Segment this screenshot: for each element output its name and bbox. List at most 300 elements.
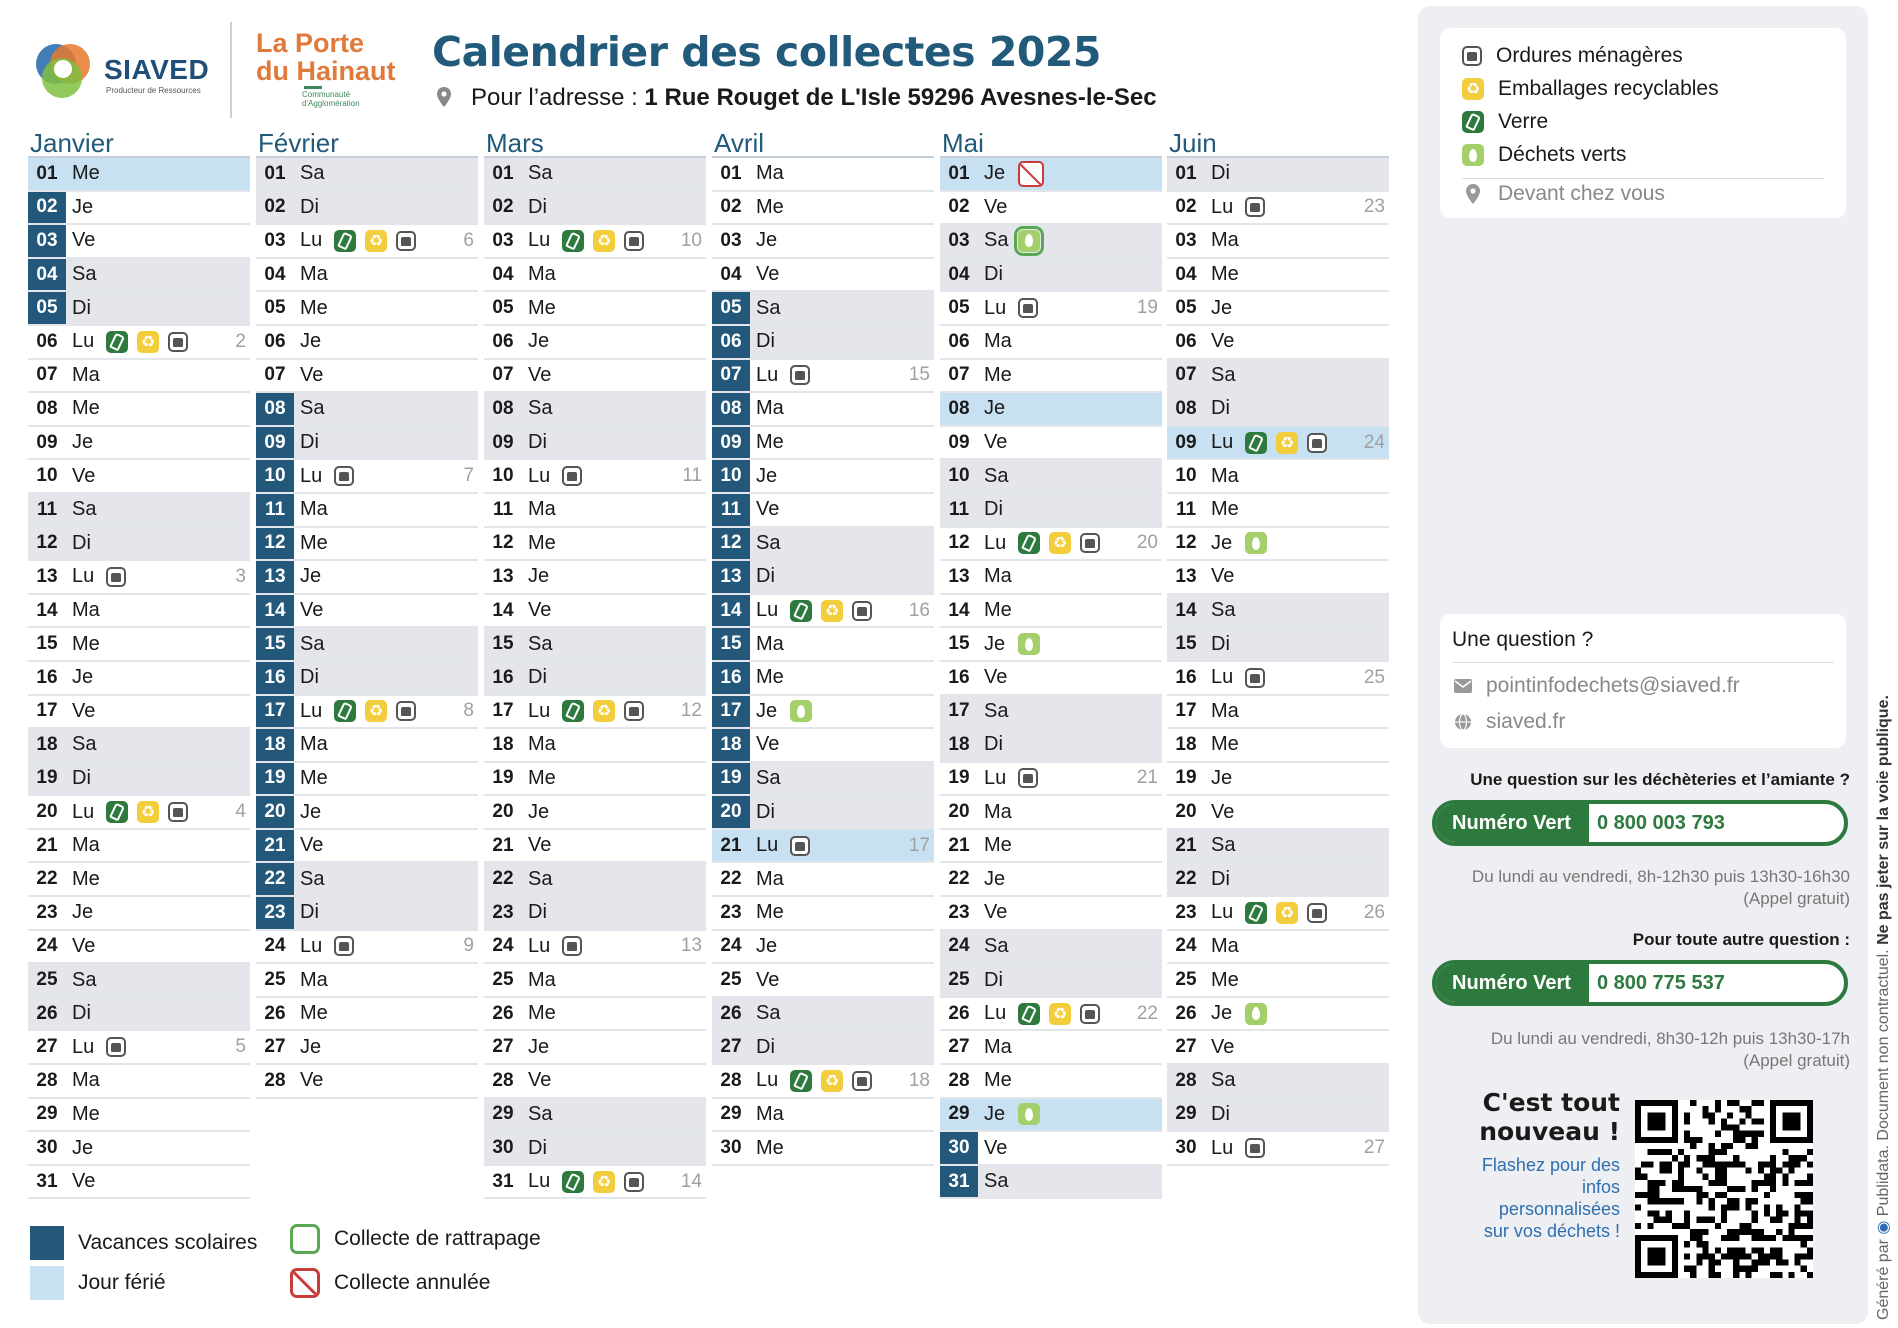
week-number: 25 (1363, 666, 1385, 688)
day-name: Sa (528, 397, 553, 420)
day-row (484, 360, 706, 394)
day-name: Sa (756, 296, 781, 319)
week-number: 9 (463, 935, 474, 957)
logo-separator (230, 22, 232, 118)
day-number: 01 (264, 162, 286, 184)
day-row (940, 292, 1162, 326)
day-row (256, 1065, 478, 1099)
day-row (256, 1031, 478, 1065)
day-name: Lu (984, 296, 1007, 319)
day-row (1167, 1099, 1389, 1133)
day-name: Ma (72, 1069, 100, 1092)
day-number: 29 (720, 1103, 742, 1125)
day-row (940, 830, 1162, 864)
day-row (28, 763, 250, 797)
week-number: 14 (680, 1170, 702, 1192)
contact-email[interactable]: pointinfodechets@siaved.fr (1486, 674, 1740, 697)
day-row (256, 292, 478, 326)
day-row (256, 494, 478, 528)
collection-icons (1245, 1138, 1265, 1158)
recycling-icon (593, 1171, 615, 1193)
contact-email-row[interactable] (1454, 674, 1740, 698)
day-name: Me (72, 632, 100, 655)
day-row (1167, 1065, 1389, 1099)
collection-icons (334, 700, 416, 722)
day-number: 06 (492, 330, 514, 352)
day-row (712, 225, 934, 259)
day-number: 24 (948, 935, 970, 957)
day-name: Ma (1211, 229, 1239, 252)
day-number: 28 (720, 1069, 742, 1091)
day-number: 23 (720, 901, 742, 923)
ordures-icon (396, 231, 416, 251)
day-name: Je (72, 666, 94, 689)
day-number: 10 (256, 460, 294, 492)
location-pin-icon (437, 87, 451, 107)
day-number: 31 (492, 1170, 514, 1192)
legend-vacances-label: Vacances scolaires (78, 1231, 258, 1254)
day-number: 18 (492, 733, 514, 755)
day-name: Me (756, 431, 784, 454)
numero-vert-1-label: Numéro Vert (1436, 804, 1589, 842)
day-name: Sa (756, 766, 781, 789)
day-row (28, 158, 250, 192)
qr-code[interactable] (1635, 1100, 1813, 1278)
day-row (256, 897, 478, 931)
legend-ferie-label: Jour férié (78, 1271, 166, 1294)
collection-icons (1018, 1003, 1100, 1025)
day-row (484, 292, 706, 326)
recycling-icon (593, 230, 615, 252)
day-name: Di (1211, 867, 1230, 890)
hours-2-line1: Du lundi au vendredi, 8h30-12h puis 13h30-17h (1490, 1029, 1850, 1048)
day-row (712, 998, 934, 1032)
mail-icon (1454, 679, 1472, 693)
day-row (484, 863, 706, 897)
day-number: 12 (1175, 532, 1197, 554)
day-row (484, 393, 706, 427)
day-name: Je (756, 229, 778, 252)
day-number: 16 (712, 662, 750, 694)
day-name: Ve (984, 195, 1008, 218)
legend-dechets-verts (1462, 143, 1626, 167)
collection-icons (562, 230, 644, 252)
day-name: Ve (756, 733, 780, 756)
hours-1-line2: (Appel gratuit) (1743, 889, 1850, 908)
day-row (940, 158, 1162, 192)
week-number: 6 (463, 229, 474, 251)
ordures-icon (790, 836, 810, 856)
day-name: Me (300, 296, 328, 319)
day-row (712, 662, 934, 696)
day-name: Me (756, 666, 784, 689)
month-name: Mars (484, 128, 706, 158)
ordures-icon (562, 936, 582, 956)
day-number: 14 (492, 599, 514, 621)
day-number: 14 (1175, 599, 1197, 621)
page-title: Calendrier des collectes 2025 (432, 28, 1101, 76)
day-name: Ma (528, 263, 556, 286)
day-number: 09 (36, 431, 58, 453)
day-number: 13 (256, 561, 294, 593)
day-row (712, 863, 934, 897)
glass-bottle-icon (1245, 902, 1267, 924)
day-number: 08 (1175, 397, 1197, 419)
day-row (28, 964, 250, 998)
day-number: 22 (720, 868, 742, 890)
day-number: 30 (1175, 1137, 1197, 1159)
day-row (256, 561, 478, 595)
collection-icons (790, 836, 810, 856)
day-name: Lu (528, 229, 551, 252)
day-row (256, 729, 478, 763)
day-row (484, 1099, 706, 1133)
day-name: Ma (300, 498, 328, 521)
day-number: 21 (256, 830, 294, 862)
ordures-icon (1462, 46, 1482, 66)
day-row (712, 796, 934, 830)
day-name: Me (1211, 263, 1239, 286)
day-name: Sa (1211, 363, 1236, 386)
day-number: 02 (948, 196, 970, 218)
day-name: Sa (756, 1002, 781, 1025)
day-row (28, 897, 250, 931)
day-number: 03 (1175, 229, 1197, 251)
collection-icons (1018, 230, 1040, 252)
day-number: 25 (1175, 969, 1197, 991)
day-name: Di (756, 565, 775, 588)
leaf-icon (1462, 144, 1484, 166)
week-number: 18 (908, 1069, 930, 1091)
day-number: 16 (492, 666, 514, 688)
week-number: 24 (1363, 431, 1385, 453)
contact-site-row[interactable] (1454, 710, 1565, 734)
day-number: 24 (1175, 935, 1197, 957)
day-name: Me (528, 766, 556, 789)
day-number: 05 (492, 297, 514, 319)
day-row (712, 1065, 934, 1099)
day-number: 25 (948, 969, 970, 991)
collection-icons (334, 230, 416, 252)
ordures-icon (168, 332, 188, 352)
day-row (484, 427, 706, 461)
day-number: 15 (492, 633, 514, 655)
day-name: Me (528, 1002, 556, 1025)
day-name: Ma (756, 1102, 784, 1125)
day-name: Je (300, 800, 322, 823)
address-line (437, 84, 1157, 112)
collection-icons (334, 466, 354, 486)
glass-bottle-icon (1462, 111, 1484, 133)
legend-ferie (30, 1266, 166, 1300)
contact-site[interactable]: siaved.fr (1486, 710, 1566, 733)
day-name: Ve (1211, 800, 1235, 823)
day-number: 21 (36, 834, 58, 856)
day-number: 04 (1175, 263, 1197, 285)
day-number: 10 (948, 465, 970, 487)
day-number: 06 (36, 330, 58, 352)
day-number: 28 (948, 1069, 970, 1091)
numero-vert-1-number[interactable]: 0 800 003 793 (1596, 811, 1725, 834)
day-name: Ve (984, 1136, 1008, 1159)
flash-line4: sur vos déchets ! (1483, 1221, 1620, 1241)
numero-vert-2-number[interactable]: 0 800 775 537 (1596, 971, 1725, 994)
day-name: Je (984, 867, 1006, 890)
day-row (940, 1166, 1162, 1200)
day-name: Lu (72, 800, 95, 823)
hainaut-logo (256, 28, 416, 114)
new-feature-line1: C'est tout (1482, 1088, 1620, 1117)
month-name: Juin (1167, 128, 1389, 158)
day-row (1167, 1031, 1389, 1065)
day-number: 03 (28, 225, 66, 257)
day-row (484, 1065, 706, 1099)
day-number: 04 (948, 263, 970, 285)
day-name: Ma (300, 968, 328, 991)
recycling-icon (137, 801, 159, 823)
day-number: 22 (36, 868, 58, 890)
day-name: Ve (1211, 565, 1235, 588)
day-row (940, 729, 1162, 763)
day-number: 07 (1175, 364, 1197, 386)
day-name: Di (300, 431, 319, 454)
day-row (28, 662, 250, 696)
day-name: Di (984, 498, 1003, 521)
day-name: Ve (300, 363, 324, 386)
day-row (940, 662, 1162, 696)
hours-2 (1491, 1028, 1850, 1072)
day-row (484, 1031, 706, 1065)
day-number: 28 (1175, 1069, 1197, 1091)
hours-2-line2: (Appel gratuit) (1743, 1051, 1850, 1070)
day-name: Ma (756, 397, 784, 420)
day-name: Me (1211, 733, 1239, 756)
month-column (940, 128, 1162, 1199)
day-name: Je (528, 330, 550, 353)
day-number: 27 (492, 1036, 514, 1058)
day-row (712, 427, 934, 461)
day-name: Je (72, 195, 94, 218)
day-name: Me (756, 901, 784, 924)
ordures-icon (1245, 197, 1265, 217)
day-row (484, 763, 706, 797)
day-row (940, 460, 1162, 494)
day-row (940, 1132, 1162, 1166)
legend-rattrapage (290, 1224, 541, 1254)
day-row (256, 863, 478, 897)
day-name: Sa (72, 498, 97, 521)
day-name: Sa (72, 968, 97, 991)
day-number: 10 (1175, 465, 1197, 487)
day-name: Di (1211, 1102, 1230, 1125)
day-row (940, 1099, 1162, 1133)
day-name: Di (984, 263, 1003, 286)
day-number: 11 (948, 498, 970, 520)
day-row (712, 1132, 934, 1166)
day-number: 14 (36, 599, 58, 621)
day-name: Di (528, 431, 547, 454)
day-name: Je (984, 632, 1006, 655)
day-number: 23 (256, 897, 294, 929)
ordures-icon (396, 701, 416, 721)
day-name: Me (300, 1002, 328, 1025)
day-name: Ma (300, 733, 328, 756)
collection-icons (790, 365, 810, 385)
week-number: 3 (235, 565, 246, 587)
day-name: Ve (72, 934, 96, 957)
day-name: Ma (756, 867, 784, 890)
day-row (940, 360, 1162, 394)
day-row (28, 1031, 250, 1065)
week-number: 21 (1136, 767, 1158, 789)
day-number: 05 (1175, 297, 1197, 319)
annulee-icon (290, 1268, 320, 1298)
day-row (1167, 326, 1389, 360)
week-number: 2 (235, 330, 246, 352)
day-number: 02 (264, 196, 286, 218)
leaf-icon (1245, 1003, 1267, 1025)
month-column (256, 128, 478, 1099)
flash-line2: infos (1581, 1177, 1620, 1197)
glass-bottle-icon (334, 230, 356, 252)
day-number: 05 (264, 297, 286, 319)
day-name: Lu (1211, 901, 1234, 924)
ferie-swatch (30, 1266, 64, 1300)
day-row (28, 931, 250, 965)
day-name: Ve (528, 599, 552, 622)
legend-ordures-label: Ordures ménagères (1496, 44, 1683, 67)
day-name: Di (756, 800, 775, 823)
ordures-icon (624, 1172, 644, 1192)
day-number: 21 (1175, 834, 1197, 856)
day-number: 11 (36, 498, 58, 520)
day-name: Lu (528, 934, 551, 957)
day-row (484, 192, 706, 226)
day-row (28, 696, 250, 730)
day-name: Je (984, 397, 1006, 420)
recycling-icon (365, 700, 387, 722)
day-row (940, 628, 1162, 662)
day-row (484, 494, 706, 528)
day-name: Sa (1211, 599, 1236, 622)
day-name: Ve (300, 834, 324, 857)
numero-vert-2[interactable] (1432, 960, 1848, 1006)
day-row (1167, 964, 1389, 998)
numero-vert-1[interactable] (1432, 800, 1848, 846)
ordures-icon (790, 365, 810, 385)
side-brand: Publidata. Document non contractuel. (1875, 944, 1892, 1217)
day-number: 22 (1175, 868, 1197, 890)
day-row (484, 964, 706, 998)
day-name: Di (756, 330, 775, 353)
day-number: 16 (948, 666, 970, 688)
day-name: Ve (756, 968, 780, 991)
hainaut-logo-line2: du Hainaut (256, 56, 396, 86)
day-number: 11 (712, 494, 750, 526)
day-row (28, 360, 250, 394)
day-row (940, 931, 1162, 965)
day-row (256, 393, 478, 427)
day-name: Ve (300, 599, 324, 622)
day-name: Ma (300, 263, 328, 286)
day-row (940, 897, 1162, 931)
glass-bottle-icon (1018, 1003, 1040, 1025)
collection-icons (790, 600, 872, 622)
day-name: Sa (984, 464, 1009, 487)
day-row (28, 1099, 250, 1133)
day-row (28, 863, 250, 897)
day-row (940, 1031, 1162, 1065)
day-number: 23 (1175, 901, 1197, 923)
day-number: 04 (492, 263, 514, 285)
ordures-icon (106, 567, 126, 587)
day-number: 18 (948, 733, 970, 755)
day-number: 30 (492, 1137, 514, 1159)
ordures-icon (562, 466, 582, 486)
glass-bottle-icon (1245, 432, 1267, 454)
day-name: Je (984, 1102, 1006, 1125)
day-row (484, 796, 706, 830)
day-row (940, 1065, 1162, 1099)
day-number: 27 (1175, 1036, 1197, 1058)
day-row (1167, 628, 1389, 662)
day-row (28, 292, 250, 326)
day-name: Ve (756, 498, 780, 521)
collection-icons (106, 567, 126, 587)
address-value: 1 Rue Rouget de L'Isle 59296 Avesnes-le-Sec (644, 84, 1157, 111)
day-number: 13 (36, 565, 58, 587)
ordures-icon (1018, 298, 1038, 318)
day-number: 13 (492, 565, 514, 587)
day-number: 24 (720, 935, 742, 957)
day-number: 20 (492, 801, 514, 823)
day-number: 11 (1175, 498, 1197, 520)
week-number: 26 (1363, 901, 1385, 923)
day-number: 13 (1175, 565, 1197, 587)
leaf-icon (1018, 1103, 1040, 1125)
collection-icons (1018, 161, 1044, 187)
day-row (484, 830, 706, 864)
day-row (940, 696, 1162, 730)
day-name: Di (72, 1002, 91, 1025)
day-name: Je (1211, 1002, 1233, 1025)
recycling-icon (1276, 902, 1298, 924)
day-name: Sa (984, 229, 1009, 252)
month-column (1167, 128, 1389, 1166)
day-row (940, 259, 1162, 293)
day-row (1167, 561, 1389, 595)
day-row (712, 696, 934, 730)
legend-annulee (290, 1268, 490, 1298)
glass-bottle-icon (106, 331, 128, 353)
week-number: 16 (908, 599, 930, 621)
week-number: 13 (680, 935, 702, 957)
day-row (28, 326, 250, 360)
day-number: 11 (256, 494, 294, 526)
day-name: Sa (300, 397, 325, 420)
day-name: Je (72, 1136, 94, 1159)
day-number: 06 (264, 330, 286, 352)
day-name: Lu (984, 766, 1007, 789)
new-feature-line2: nouveau ! (1479, 1117, 1620, 1146)
day-name: Lu (756, 599, 779, 622)
day-row (28, 1065, 250, 1099)
day-row (712, 1099, 934, 1133)
legend-rattrapage-label: Collecte de rattrapage (334, 1227, 541, 1250)
day-row (484, 259, 706, 293)
day-name: Ma (984, 565, 1012, 588)
week-number: 11 (682, 465, 702, 487)
